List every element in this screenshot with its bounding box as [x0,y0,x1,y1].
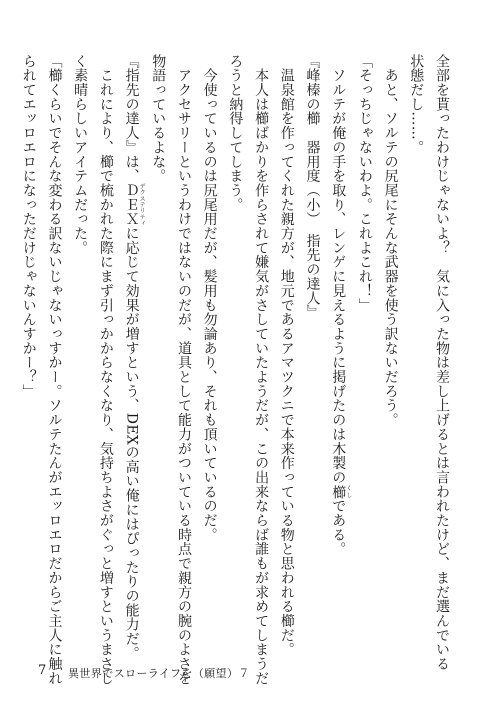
text-line: これにより、櫛で梳かれた際にまず引っかからなくなり、気持ちよさがぐっと増すというまさし [97,54,114,686]
text-line: 温泉館を作ってくれた親方が、地元であるアマツクニで本来作っている物と思われる櫛だ。 [278,54,295,657]
text-line: 今使っているのは尻尾用だが、髪用も勿論あり、それも頂いているのだ。 [201,54,218,542]
text-span: に応じて効果が増すという、DEXの高い俺にはぴったりの能力だ。 [123,226,140,661]
text-line: 状態だし……。 [408,54,425,155]
text-span: である。 [330,498,347,557]
text-line: 物語っているよな。 [150,54,167,184]
text-line: ろうと納得してしまう。 [227,54,244,212]
ruby-reading: くし [344,484,352,499]
ruby-reading: デクステリティ [138,183,146,227]
text-line [299,54,325,624]
text-line: く素晴らしいアイテムだった。 [72,54,89,255]
running-title: 異世界でスローライフを（願望）７ [68,667,250,680]
ruby-dex [123,183,146,227]
ruby-base: ＤＥＸ [123,183,140,227]
text-line [118,54,146,661]
text-line: あと、ソルテの尻尾にそんな武器を使う訳ないだろう。 [382,54,399,428]
text-line: 全部を貰ったわけじゃないよ？ 気に入った物は差し上げるとは言われたけど、まだ選んでいる [434,54,450,672]
text-line: られてエッロエロになっただけじゃないんすかー？」 [20,54,37,399]
text-line: 「そっちじゃないわよ。これよこれ！」 [356,54,373,313]
text-span: 『指先の達人』は、 [123,54,140,184]
text-span: ソルテが俺の手を取り、レンゲに見えるように掲げたのは木製の [330,54,347,485]
text-line [324,54,351,624]
text-span: 『峰榛の櫛 器用度（小） 指先の達人』 [304,54,321,320]
page-number: 7 [38,663,47,678]
ruby-base: 櫛 [330,484,347,499]
ruby-kushi [330,484,352,499]
text-line: 「櫛くらいでそんな変わる訳ないじゃないっすかー。ソルテたんがエッロエロだからご主人に触れ [46,54,63,686]
text-line: 本人は櫛ばかりを作らされて嫌気がさしていたようだが、この出来ならば誰もが求めてしまうだ [253,54,270,686]
text-line: アクセサリーというわけではないのだが、道具として能力がついている時点で親方の腕のよさを [175,54,192,686]
